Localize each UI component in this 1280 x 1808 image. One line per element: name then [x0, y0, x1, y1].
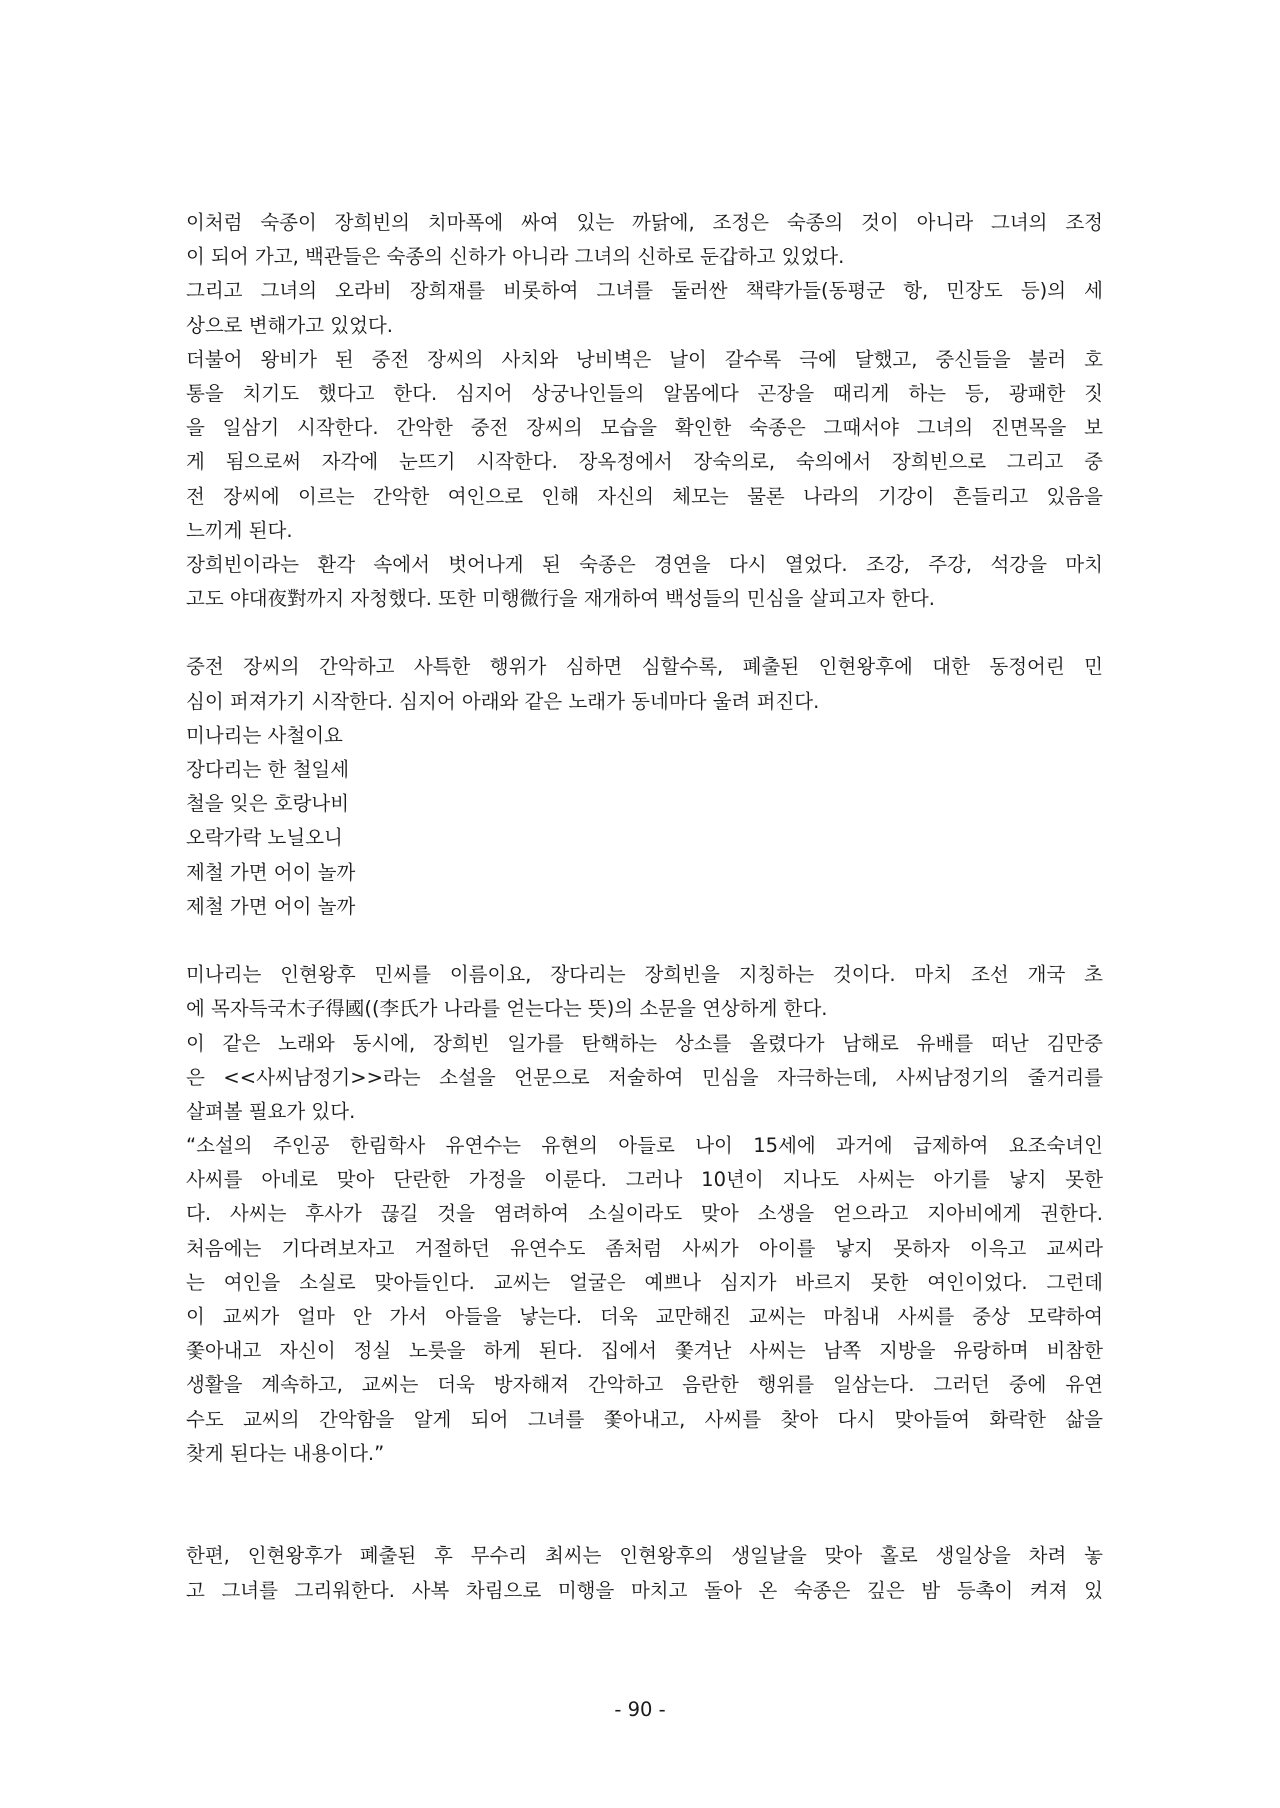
quoted-synopsis [186, 1129, 1103, 1471]
paragraph [186, 958, 1103, 1026]
blank-line [186, 924, 1103, 958]
paragraph [186, 1027, 1103, 1130]
text-line: 은 <<사씨남정기>>라는 소설을 언문으로 저술하여 민심을 자극하는데, 사씨남정기의 줄거리를 [186, 1065, 1103, 1089]
text-line: 수도 교씨의 간악함을 알게 되어 그녀를 쫓아내고, 사씨를 찾아 다시 맞아들여 화락한 삶을 [186, 1407, 1103, 1431]
text-line: 쫓아내고 자신이 정실 노릇을 하게 된다. 집에서 쫓겨난 사씨는 남쪽 지방을 유랑하며 비참한 [186, 1339, 1103, 1363]
text-line: 사씨를 아네로 맞아 단란한 가정을 이룬다. 그러나 10년이 지나도 사씨는 아기를 낳지 못한 [186, 1168, 1103, 1192]
text-line: 이처럼 숙종이 장희빈의 치마폭에 싸여 있는 까닭에, 조정은 숙종의 것이 아니라 그녀의 조정 [186, 211, 1103, 234]
text-line: 이 교씨가 얼마 안 가서 아들을 낳는다. 더욱 교만해진 교씨는 마침내 사씨를 중상 모략하여 [186, 1305, 1103, 1328]
text-line: 전 장씨에 이르는 간악한 여인으로 인해 자신의 체모는 물론 나라의 기강이 흔들리고 있음을 [186, 484, 1103, 508]
text-line: 더불어 왕비가 된 중전 장씨의 사치와 낭비벽은 날이 갈수록 극에 달했고, 중신들을 불러 호 [186, 347, 1103, 371]
verse-line: 장다리는 한 철일세 [186, 758, 350, 781]
text-line: 을 일삼기 시작한다. 간악한 중전 장씨의 모습을 확인한 숙종은 그때서야 그녀의 진면목을 보 [186, 416, 1103, 440]
blank-line [186, 1471, 1103, 1539]
blank-line [186, 616, 1103, 650]
text-line: 심이 퍼져가기 시작한다. 심지어 아래와 같은 노래가 동네마다 울려 퍼진다. [186, 689, 820, 713]
text-line: 처음에는 기다려보자고 거절하던 유연수도 좀처럼 사씨가 아이를 낳지 못하자 이윽고 교씨라 [186, 1236, 1103, 1260]
text-line: “소설의 주인공 한림학사 유연수는 유현의 아들로 나이 15세에 과거에 급제하여 요조숙녀인 [186, 1134, 1103, 1158]
text-line: 그리고 그녀의 오라비 장희재를 비롯하여 그녀를 둘러싼 책략가들(동평군 항, 민장도 등)의 세 [186, 279, 1103, 303]
text-line: 찾게 된다는 내용이다.” [186, 1441, 385, 1465]
paragraph [186, 343, 1103, 548]
verse-line: 철을 잊은 호랑나비 [186, 792, 350, 816]
text-line: 다. 사씨는 후사가 끊길 것을 염려하여 소실이라도 맞아 소생을 얻으라고 지아비에게 권한다. [186, 1202, 1103, 1226]
text-line: 느끼게 된다. [186, 518, 293, 542]
paragraph [186, 1539, 1103, 1607]
verse-line: 제철 가면 어이 놀까 [186, 894, 356, 918]
page-body [186, 206, 1103, 1608]
text-line: 장희빈이라는 환각 속에서 벗어나게 된 숙종은 경연을 다시 열었다. 조강, 주강, 석강을 마치 [186, 552, 1103, 576]
text-line: 고도 야대夜對까지 자청했다. 또한 미행微行을 재개하여 백성들의 민심을 살피고자 한다. [186, 587, 935, 611]
paragraph [186, 206, 1103, 274]
page-number: - 90 - [614, 1698, 666, 1721]
song-verse [186, 719, 1103, 924]
paragraph [186, 274, 1103, 342]
text-line: 게 됨으로써 자각에 눈뜨기 시작한다. 장옥정에서 장숙의로, 숙의에서 장희빈으로 그리고 중 [186, 450, 1103, 474]
verse-line: 제철 가면 어이 놀까 [186, 860, 356, 884]
text-line: 고 그녀를 그리워한다. 사복 차림으로 미행을 마치고 돌아 온 숙종은 깊은 밤 등촉이 켜져 있 [186, 1578, 1103, 1602]
text-line: 통을 치기도 했다고 한다. 심지어 상궁나인들의 알몸에다 곤장을 때리게 하는 등, 광패한 짓 [186, 381, 1103, 405]
text-line: 이 되어 가고, 백관들은 숙종의 신하가 아니라 그녀의 신하로 둔갑하고 있었다. [186, 245, 845, 269]
text-line: 살펴볼 필요가 있다. [186, 1099, 356, 1123]
paragraph [186, 650, 1103, 718]
verse-line: 오락가락 노닐오니 [186, 826, 343, 850]
verse-line: 미나리는 사철이요 [186, 723, 343, 747]
text-line: 는 여인을 소실로 맞아들인다. 교씨는 얼굴은 예쁘나 심지가 바르지 못한 여인이었다. 그런데 [186, 1270, 1103, 1294]
text-line: 상으로 변해가고 있었다. [186, 313, 393, 337]
text-line: 한편, 인현왕후가 폐출된 후 무수리 최씨는 인현왕후의 생일날을 맞아 홀로 생일상을 차려 놓 [186, 1544, 1103, 1568]
text-line: 이 같은 노래와 동시에, 장희빈 일가를 탄핵하는 상소를 올렸다가 남해로 유배를 떠난 김만중 [186, 1031, 1103, 1055]
paragraph [186, 548, 1103, 616]
text-line: 에 목자득국木子得國((李氏가 나라를 얻는다는 뜻)의 소문을 연상하게 한다. [186, 997, 828, 1021]
text-line: 생활을 계속하고, 교씨는 더욱 방자해져 간악하고 음란한 행위를 일삼는다. 그러던 중에 유연 [186, 1373, 1103, 1397]
text-line: 미나리는 인현왕후 민씨를 이름이요, 장다리는 장희빈을 지칭하는 것이다. 마치 조선 개국 초 [186, 963, 1103, 987]
text-line: 중전 장씨의 간악하고 사특한 행위가 심하면 심할수록, 폐출된 인현왕후에 대한 동정어린 민 [186, 655, 1103, 679]
